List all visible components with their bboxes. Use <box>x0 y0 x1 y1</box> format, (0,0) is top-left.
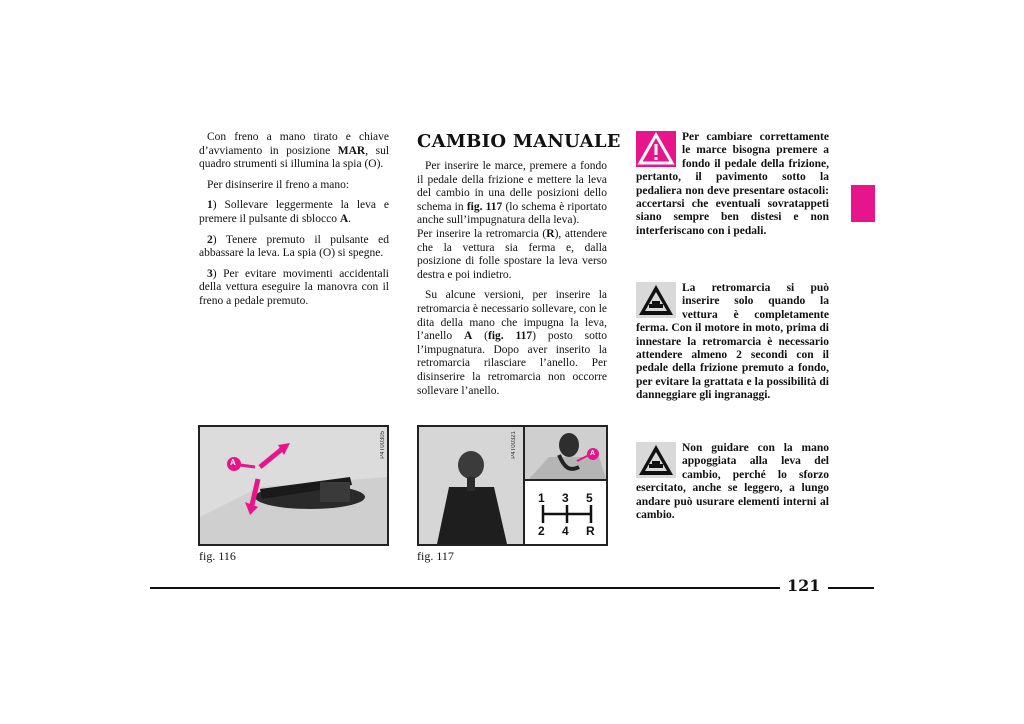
brake-light-icon: (O). <box>364 158 384 171</box>
paragraph: Per disinserire il freno a mano: <box>207 178 350 191</box>
left-column <box>199 131 389 316</box>
warning-box-3: Non guidare con la mano appoggiata alla leva del cambio, perché lo sforzo esercitato, anche se leggero, a lungo andare può usurare elementi interni al cambio. <box>636 442 829 522</box>
step-3: 3) Per evitare movimenti accidentali della vettura eseguire la manovra con il freno a pedale premuto. <box>199 267 389 307</box>
warning-triangle-icon <box>636 131 676 167</box>
paragraph: Per inserire le marce, premere a fondo il pedale della frizione e mettere la leva del cambio in una delle posizioni dello schema in fig. 117 (lo schema è riportato anche sull’impugnatura della leva). <box>417 160 608 227</box>
step-2: 2) Tenere premuto il pulsante ed abbassare la leva. La spia (O) si spegne. <box>199 233 389 260</box>
paragraph: Su alcune versioni, per inserire la retromarcia è necessario sollevare, con le dita della mano che impugna la leva, l’anello A (fig. 117) posto sotto l’impugnatura. Dopo aver inserito la retromarcia rilasciare l’anello. Per disinserire la retromarcia non occorre sollevare l’anello. <box>417 289 608 397</box>
section-title: CAMBIO MANUALE <box>417 131 621 152</box>
figure-caption: fig. 116 <box>199 549 236 563</box>
brake-light-icon: (O) <box>319 247 336 260</box>
car-warning-icon <box>636 442 676 478</box>
figure-code: P4T00305 <box>380 431 386 459</box>
section-tab-marker <box>851 185 875 222</box>
callout-label-a: A <box>230 458 236 467</box>
step-1: 1) Sollevare leggermente la leva e premere il pulsante di sblocco A. <box>199 199 389 225</box>
figure-code: P4T00321 <box>511 431 517 459</box>
figure-117-image <box>417 425 608 546</box>
gear-label: 3 <box>562 491 569 505</box>
paragraph: Per inserire la retromarcia (R), attendere che la vettura sia ferma e, dalla posizione di folle spostare la leva verso destra e poi indietro. <box>417 227 608 281</box>
callout-label-a: A <box>590 450 596 457</box>
gear-label: 4 <box>562 524 569 538</box>
warning-box-1: Per cambiare correttamente le marce bisogna premere a fondo il pedale della frizione, pertanto, il pavimento sotto la pedaliera non deve presentare ostacoli: accertarsi che eventuali sovratappeti siano sempre ben distesi e non interferiscano con i pedali. <box>636 131 829 237</box>
gear-label: 1 <box>538 491 545 505</box>
gear-label: 5 <box>586 491 593 505</box>
car-warning-icon <box>636 282 676 318</box>
gear-label: 2 <box>538 524 545 538</box>
figure-caption: fig. 117 <box>417 549 454 563</box>
paragraph: Con freno a mano tirato e chiave d’avviamento in posizione MAR, sul quadro strumenti si illumina la spia (O). <box>199 131 390 171</box>
page-number: 121 <box>787 576 821 595</box>
footer-rule <box>828 587 874 589</box>
gear-label: R <box>586 524 595 538</box>
figure-116-image <box>198 425 389 546</box>
footer-rule <box>150 587 780 589</box>
middle-column <box>417 160 607 405</box>
warning-box-2: La retromarcia si può inserire solo quando la vettura è completamente ferma. Con il motore in moto, prima di innestare la retromarcia è necessario attendere almeno 2 secondi con il pedale della frizione premuto a fondo, per evitare la grattata e la possibilità di danneggiare gli ingranaggi. <box>636 282 829 402</box>
